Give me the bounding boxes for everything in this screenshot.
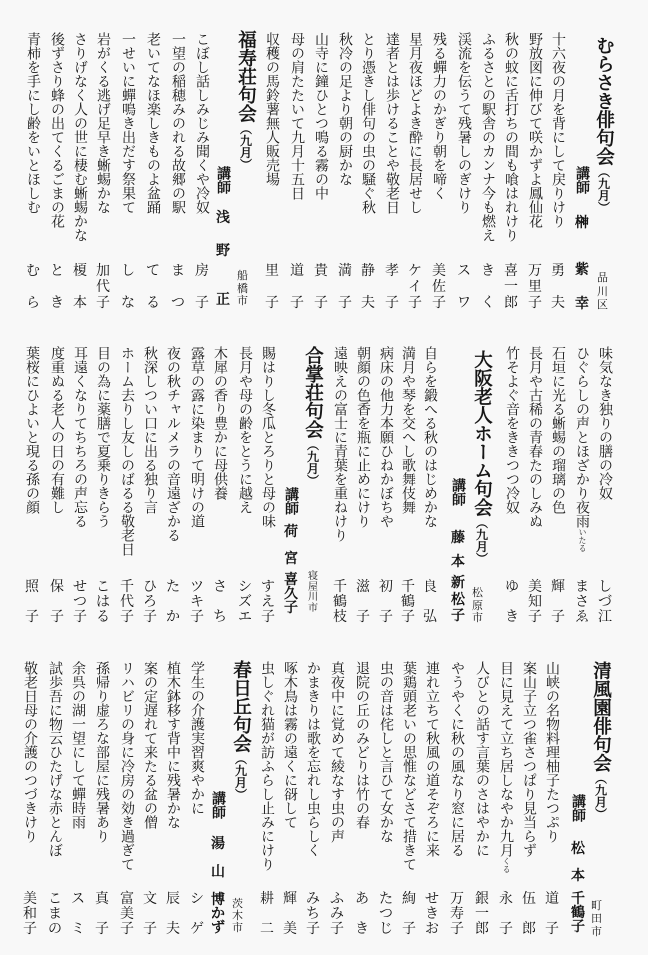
haiku-author: 里 子 [265, 263, 279, 311]
haiku-text: 朝顔の色香を瓶に止めにけり [355, 346, 371, 528]
haiku-text: 虫しぐれ猫が訪ふらし止みにけり [259, 661, 275, 871]
haiku-author: せ き お [425, 891, 439, 937]
haiku-text: 葉桜にひよいと現る孫の顔 [24, 346, 40, 514]
haiku-author: シ ゲ [190, 891, 204, 937]
haiku-text: ホーム去りし友しのばるる敬老日 [119, 346, 135, 556]
haiku-text-small: くる [502, 857, 511, 873]
haiku-author: ツ キ 子 [190, 579, 204, 625]
haiku-text: 退院の丘のみどりは竹の春 [354, 661, 370, 829]
group-title [472, 350, 491, 565]
haiku-author: 加 代 子 [96, 263, 110, 311]
group-month: （九月） [474, 516, 489, 565]
lecturer-given-name: 紫 幸 [575, 262, 589, 312]
haiku-text: やうやくに秋の風なり窓に居る [449, 661, 465, 857]
haiku-text: 木犀の香り豊かに母供養 [212, 346, 228, 500]
haiku-text: 敬老日母の介護のつづきけり [22, 661, 38, 843]
haiku-author: こ ま の [48, 891, 62, 937]
haiku-text: 連れ立ちて秋風の道そぞろに来 [424, 661, 440, 857]
haiku-text: 後ずさり蜂の出てくるごまの花 [49, 32, 65, 228]
haiku-author: 輝 子 [551, 579, 565, 625]
haiku-author: ひ ろ 子 [143, 579, 157, 625]
lecturer-surname: 榊 [575, 215, 589, 231]
haiku-author: と き [50, 263, 64, 311]
haiku-text: 一せいに蟬鳴き出だす祭果て [120, 32, 136, 214]
haiku-author: 千 鶴 枝 [333, 579, 347, 625]
haiku-text: 啄木鳥は霧の遠くに谺して [282, 661, 298, 829]
haiku-author: さ ち [213, 579, 227, 625]
haiku-text-main: 目に見えて立ち居しなやか九月 [498, 661, 514, 857]
haiku-text [499, 661, 513, 873]
group-title-text: 春日丘句会 [230, 660, 252, 753]
lecturer-surname: 藤 本 [451, 530, 465, 570]
haiku-author: た か [166, 579, 180, 625]
haiku-text: ふるさとの駅舎のカンナ今も燃え [480, 32, 496, 242]
lecturer-location: 茨 木 市 [232, 897, 243, 934]
haiku-text: かまきりは歌を忘れし虫らしく [305, 661, 321, 857]
haiku-author: し な [121, 263, 135, 311]
haiku-author: 孝 子 [385, 263, 399, 311]
haiku-author: 照 子 [25, 579, 39, 625]
haiku-author: シ ズ エ [238, 579, 252, 625]
group-title-text: 大阪老人ホーム句会 [471, 350, 493, 517]
group-title [231, 660, 250, 801]
lecturer-surname: 荷 宮 [284, 524, 298, 567]
group-title [594, 36, 613, 214]
haiku-text: 長月や古稀の青春たのしみぬ [527, 346, 543, 528]
haiku-author: せ つ 子 [73, 579, 87, 625]
haiku-author: き く [481, 263, 495, 311]
lecturer-given-name: 新 松 子 [451, 575, 465, 624]
haiku-text: 真夜中に覚めて綾なす虫の声 [329, 661, 345, 843]
haiku-author: み ち 子 [306, 891, 320, 937]
haiku-text: 岩がくる逃げ足早き蜥蜴かな [95, 32, 111, 214]
haiku-author: 美 佐 子 [432, 263, 446, 311]
haiku-author: あ き [355, 891, 369, 937]
haiku-author: む ら [26, 263, 40, 311]
haiku-author: 道 子 [545, 891, 559, 937]
haiku-author: し づ 江 [598, 579, 612, 625]
haiku-text: 植木鉢移す背中に残暑かな [165, 661, 181, 829]
haiku-author: 満 子 [338, 263, 352, 311]
haiku-text: 露草の露に染まりて明けの道 [189, 346, 205, 528]
haiku-text: 人びとの話す言葉のさはやかに [474, 661, 490, 857]
haiku-author: ゆ き [505, 579, 519, 625]
lecturer-location: 品 川 区 [597, 271, 608, 311]
haiku-text: 石垣に光る蜥蜴の瑠璃の色 [550, 346, 566, 514]
haiku-author: 美 知 子 [528, 579, 542, 625]
lecturer-location: 船 橋 市 [237, 269, 248, 307]
haiku-text: 達者とは歩けることや敬老日 [384, 32, 400, 214]
lecturer-location: 松 原 市 [472, 586, 483, 624]
group-title-text: むらさき俳句会 [593, 36, 615, 166]
haiku-author: ま つ [171, 263, 185, 311]
haiku-author: 初 子 [379, 579, 393, 625]
haiku-author: 辰 夫 [166, 891, 180, 937]
haiku-text-small: いたる [578, 528, 587, 552]
lecturer-location: 寝 屋 川 市 [308, 571, 318, 614]
haiku-author: 万 里 子 [528, 263, 542, 311]
haiku-text: 賜はりし冬瓜とろりと母の味 [260, 346, 276, 528]
haiku-author: 永 子 [499, 891, 513, 937]
haiku-text: 学生の介護実習爽やかに [189, 661, 205, 815]
haiku-text: 病床の他力本願ひねかぼちや [378, 346, 394, 528]
lecturer-label: 講師 [210, 791, 226, 819]
haiku-author: 道 子 [290, 263, 304, 311]
haiku-text: とり憑きし俳句の虫の騒ぐ秋 [360, 32, 376, 214]
haiku-text: 野放図に伸びて咲かずよ鳳仙花 [527, 32, 543, 228]
lecturer-label: 講師 [570, 794, 586, 822]
haiku-text: 案山子立つ雀さつぱり見当らず [521, 661, 537, 857]
lecturer-label: 講師 [450, 478, 466, 506]
lecturer-surname: 松 本 [571, 841, 585, 884]
haiku-text: 目の為に薬膳で夏乗りきらう [95, 346, 111, 528]
haiku-author: 勇 夫 [551, 263, 565, 311]
haiku-text: 満月や琴を交へし歌舞伎舞 [400, 346, 416, 514]
haiku-text: 遠映えの富士に青葉を重ねけり [332, 346, 348, 542]
lecturer-location: 町 田 市 [591, 899, 602, 938]
haiku-text: 長月や母の齢をとうに越え [237, 346, 253, 514]
haiku-author: 富 美 子 [120, 891, 134, 937]
lecturer-surname: 浅 野 [216, 210, 230, 259]
haiku-text: 自らを鍛へる秋のはじめかな [422, 346, 438, 528]
haiku-author: 滋 子 [356, 579, 370, 625]
haiku-text: 老いてなほ楽しきものよ盆踊 [145, 32, 161, 214]
haiku-author: 伍 郎 [522, 891, 536, 937]
haiku-author: 喜 一 郎 [504, 263, 518, 311]
haiku-text-main: ひぐらしの声とほざかり夜雨 [574, 346, 590, 528]
haiku-author: 輝 美 [283, 891, 297, 937]
haiku-text: 秋深しつい口に出る独り言 [142, 346, 158, 514]
haiku-text: 竹そよぐ音をききつつ冷奴 [504, 346, 520, 514]
group-title [236, 30, 255, 171]
group-title [591, 661, 610, 820]
lecturer-given-name: 喜 久 子 [284, 572, 298, 616]
haiku-author: 貴 子 [314, 263, 328, 311]
haiku-text: 秋の蚊に舌打ちの間も喰はれけり [503, 32, 519, 242]
lecturer-label: 講師 [574, 166, 590, 194]
haiku-text: 十六夜の月を背にして戻りけり [550, 32, 566, 228]
group-title-text: 福寿荘句会 [235, 30, 257, 123]
haiku-text: 試歩吾に物云ひたげな赤とんぼ [47, 661, 63, 857]
haiku-author: て る [146, 263, 160, 311]
group-month: （九月） [596, 165, 611, 214]
haiku-text: 残る蟬力のかぎり朝を啼く [431, 32, 447, 200]
group-month: （九月） [238, 122, 253, 171]
haiku-text: 渓流を伝うて残暑しのぎけり [456, 32, 472, 214]
haiku-author: ケ イ 子 [408, 263, 422, 311]
haiku-text: 葉鶏頭老いの思惟などさて措きて [401, 661, 417, 871]
lecturer-label: 講師 [283, 487, 299, 515]
haiku-author: 千 鶴 子 [401, 579, 415, 625]
haiku-author: 銀 一 郎 [475, 891, 489, 937]
haiku-text: リハビリの身に冷房の効き過ぎて [119, 661, 135, 871]
group-month: （九月） [305, 438, 320, 487]
haiku-text: 山峡の名物料理柚子たつぷり [544, 661, 560, 843]
haiku-author: ス ミ [71, 891, 85, 937]
haiku-author: 保 子 [50, 579, 64, 625]
haiku-text: 星月夜ほどよき酔に長居せし [407, 32, 423, 214]
haiku-author: 良 弘 [423, 579, 437, 625]
haiku-text: さりげなく人の世に棲む蜥蜴かな [72, 32, 88, 242]
haiku-author: 榎 本 [73, 263, 87, 311]
haiku-author: 房 子 [195, 263, 209, 311]
haiku-text: 度重ぬる老人の日の有難し [49, 346, 65, 514]
haiku-text: 母の肩たたいて九月十五日 [289, 32, 305, 200]
haiku-author: 文 子 [143, 891, 157, 937]
lecturer-given-name: 正 [216, 292, 230, 308]
haiku-text: 虫の音は侘しと言ひて女かな [378, 661, 394, 843]
lecturer-label: 講師 [215, 166, 231, 194]
haiku-text: 余呉の湖一望にして蟬時雨 [70, 661, 86, 829]
haiku-text: 収穫の馬鈴薯無人販売場 [264, 32, 280, 186]
haiku-text: 青柿を手にし齢をいとほしむ [25, 32, 41, 214]
haiku-text: 一望の稲穂みのれる故郷の駅 [170, 32, 186, 214]
haiku-text: 耳遠くなりてちちろの声忘る [72, 346, 88, 528]
lecturer-given-name: 千 鶴 子 [571, 891, 585, 935]
haiku-author: 静 夫 [361, 263, 375, 311]
haiku-text: 山寺に鐘ひとつ鳴る霧の中 [313, 32, 329, 200]
haiku-text: 夜の秋チャルメラの音遠ざかる [165, 346, 181, 542]
haiku-author: ス ワ [457, 263, 471, 311]
haiku-text: こぼし話しみじみ聞くや冷奴 [194, 32, 210, 214]
haiku-author: 真 子 [95, 891, 109, 937]
lecturer-given-name: 博 か ず [211, 892, 225, 936]
haiku-text [575, 346, 589, 552]
group-month: （九月） [593, 772, 608, 820]
haiku-author: 耕 二 [260, 891, 274, 937]
group-month: （九月） [233, 752, 248, 801]
haiku-author: 美 和 子 [23, 891, 37, 937]
haiku-text: 秋冷の足より朝の厨かな [337, 32, 353, 186]
haiku-author: 万 寿 子 [450, 891, 464, 937]
group-title [303, 346, 322, 487]
lecturer-surname: 湯 山 [211, 836, 225, 880]
haiku-text: 孫帰り虚ろな部屋に残暑あり [94, 661, 110, 843]
haiku-author: す え 子 [261, 579, 275, 625]
haiku-author: ま さ ゑ [575, 579, 589, 625]
group-title-text: 合掌荘句会 [302, 346, 324, 439]
haiku-author: ふ み 子 [330, 891, 344, 937]
group-title-text: 清風園俳句会 [590, 661, 612, 772]
haiku-author: 絢 子 [402, 891, 416, 937]
haiku-author: た つ じ [379, 891, 393, 937]
haiku-text: 味気なき独りの膳の冷奴 [597, 346, 613, 500]
haiku-text: 案の定遅れて来たる盆の僧 [142, 661, 158, 829]
haiku-author: 千 代 子 [120, 579, 134, 625]
haiku-author: こ は る [96, 579, 110, 625]
